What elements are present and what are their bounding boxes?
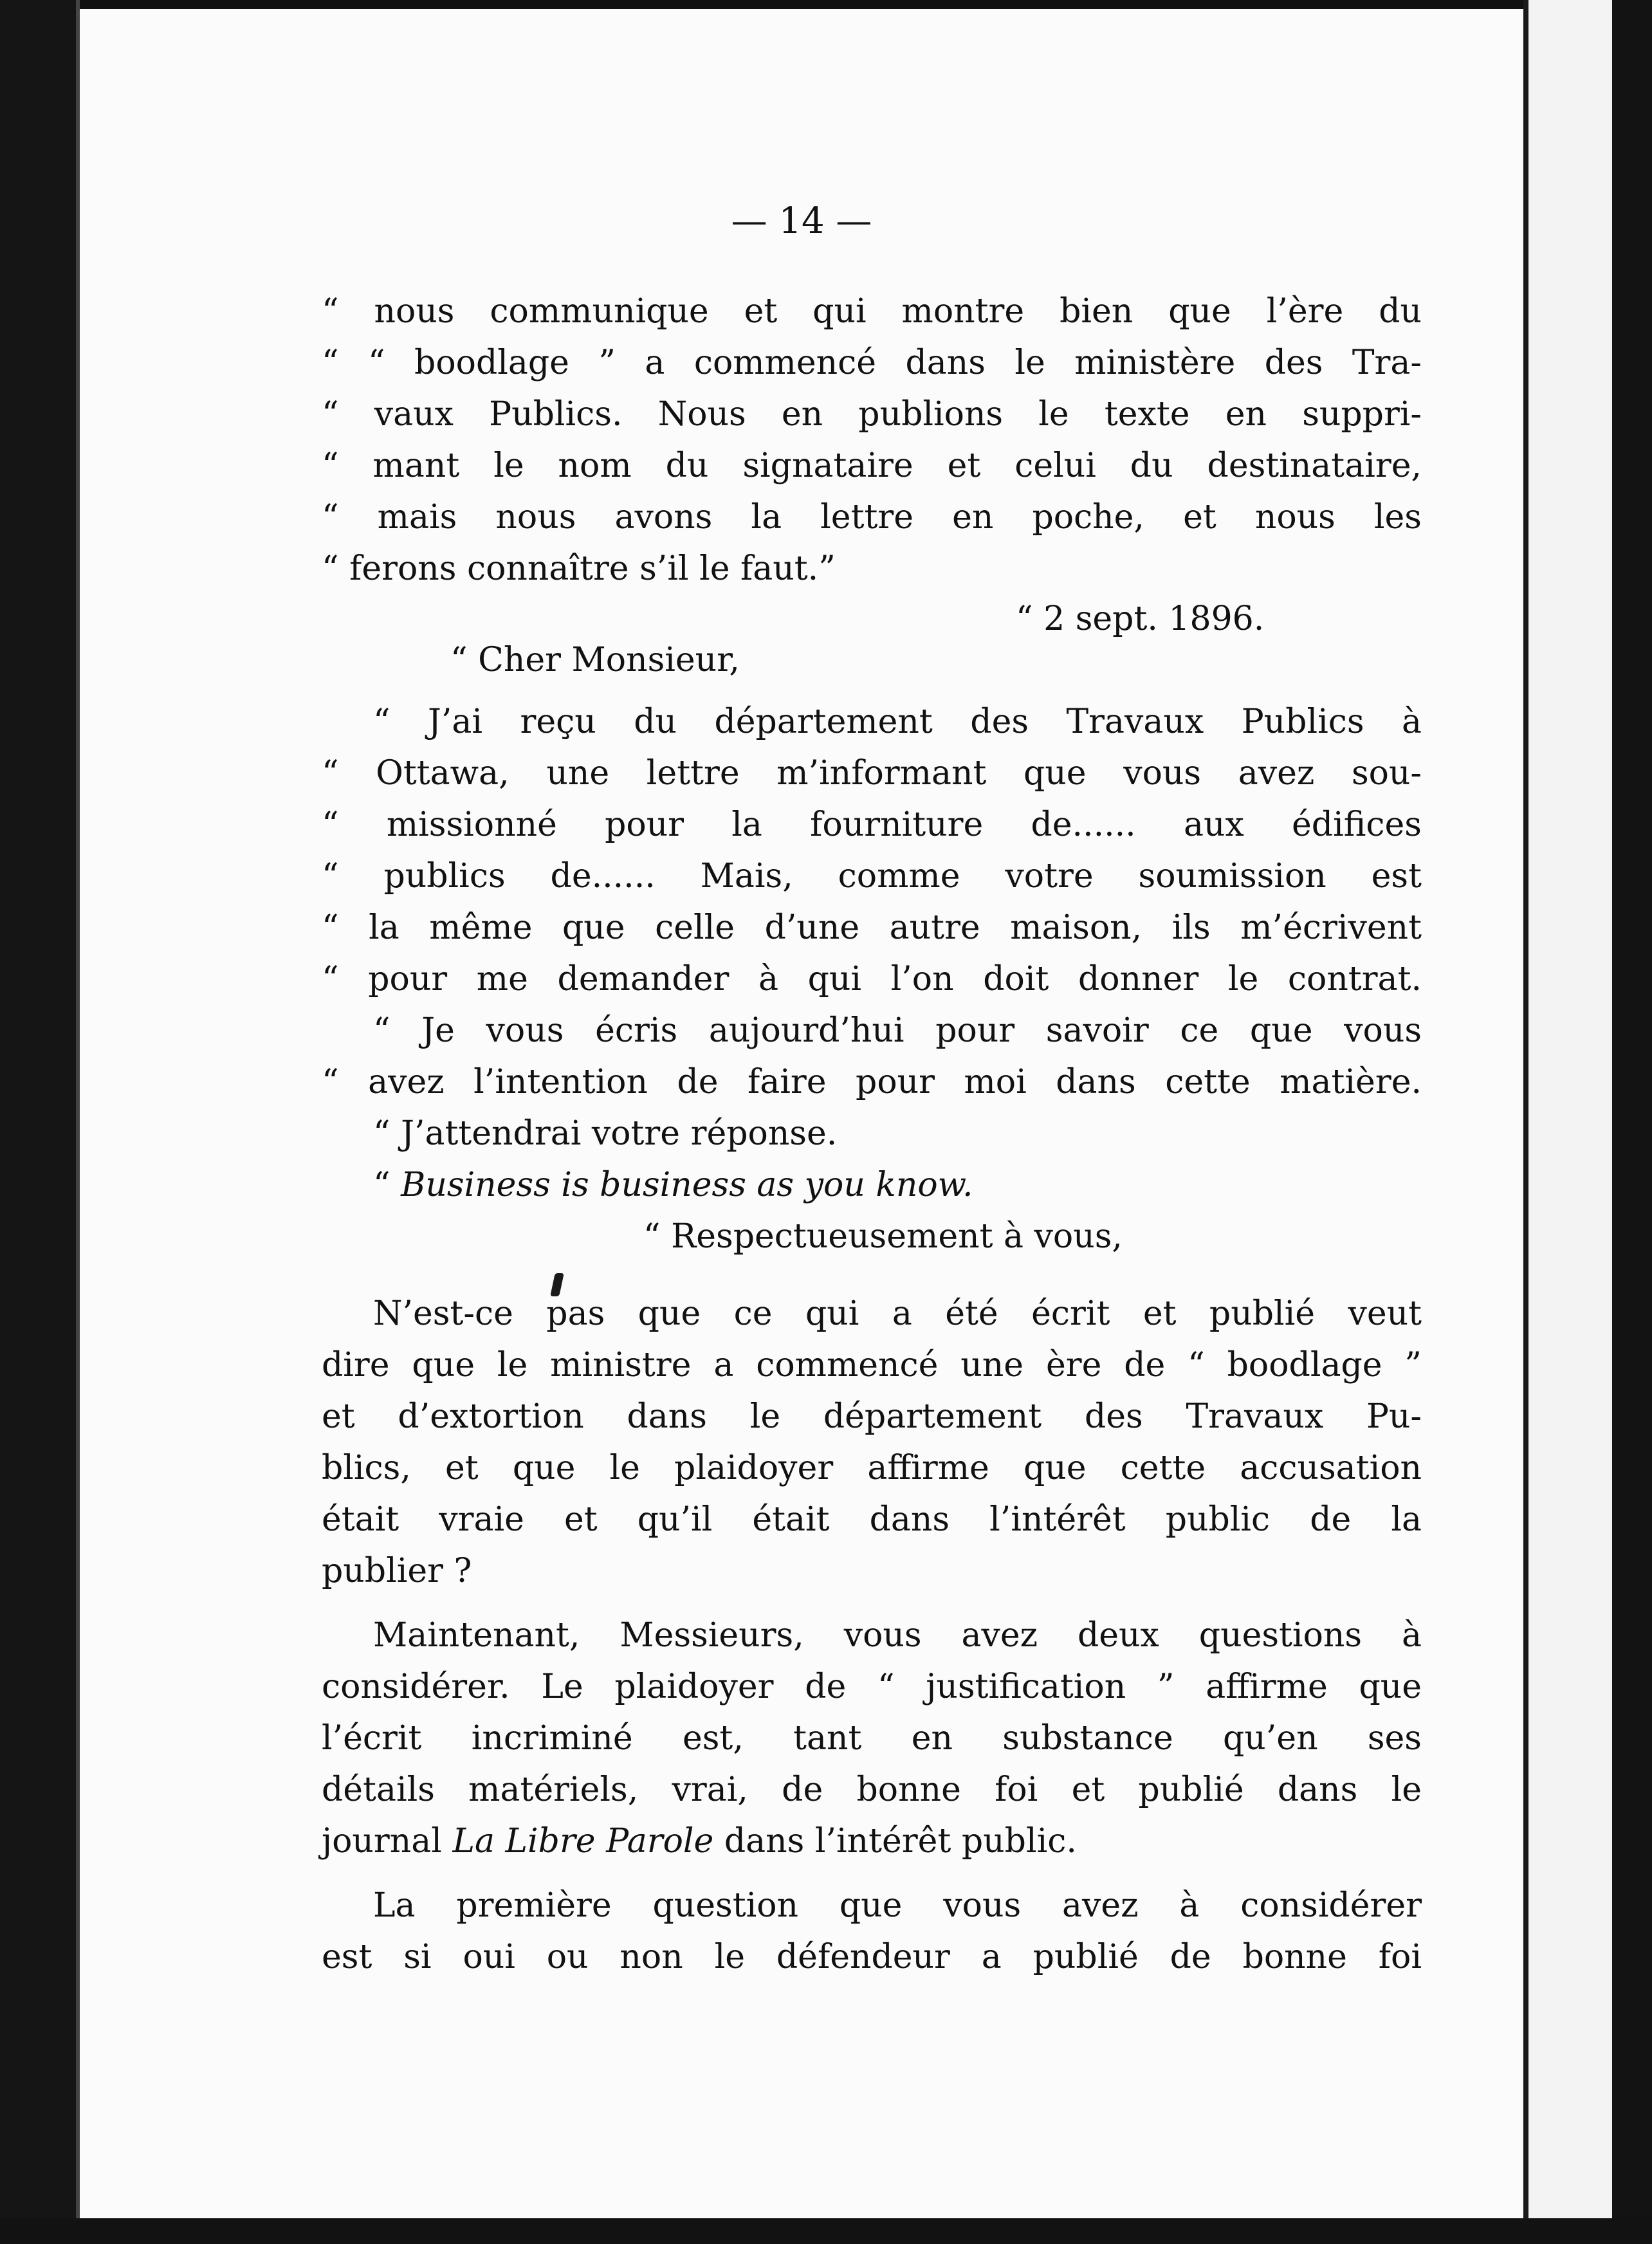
paragraph2-journal-word: journal bbox=[322, 1822, 442, 1861]
letter-line-1: “ J’ai reçu du département des Travaux Publics à bbox=[373, 703, 1422, 741]
paragraph1-line-1: N’est-ce pas que ce qui a été écrit et publié veut bbox=[373, 1294, 1422, 1333]
paragraph2-line-end: dans l’intérêt public. bbox=[724, 1822, 1077, 1861]
letter-closing: “ Respectueusement à vous, bbox=[643, 1217, 1123, 1256]
page-edge-strip bbox=[1528, 0, 1612, 2218]
quoted-line-1: “ nous communique et qui montre bien que l’ère du bbox=[322, 292, 1422, 331]
paragraph1-line-3: et d’extortion dans le département des Travaux Pu- bbox=[322, 1397, 1422, 1436]
paragraph2-line-5 bbox=[322, 1816, 1077, 1867]
business-italic-text: Business is business as you know. bbox=[401, 1166, 973, 1204]
page-edge-line bbox=[1523, 0, 1528, 2218]
paragraph3-line-2: est si oui ou non le défendeur a publié de bonne foi bbox=[322, 1938, 1422, 1976]
letter-line-2: “ Ottawa, une lettre m’informant que vous avez sou- bbox=[322, 754, 1422, 793]
scan-border-right bbox=[1612, 0, 1652, 2244]
letter-business-line bbox=[373, 1159, 973, 1211]
business-quote-mark: “ bbox=[373, 1166, 390, 1204]
quoted-line-2: “ “ boodlage ” a commencé dans le ministère des Tra- bbox=[322, 344, 1422, 382]
paragraph2-line-2: considérer. Le plaidoyer de “ justification ” affirme que bbox=[322, 1668, 1422, 1706]
scan-border-bottom bbox=[0, 2218, 1652, 2244]
paragraph2-line-1: Maintenant, Messieurs, vous avez deux questions à bbox=[373, 1616, 1422, 1655]
quoted-line-5: “ mais nous avons la lettre en poche, et nous les bbox=[322, 498, 1422, 537]
paragraph3-line-1: La première question que vous avez à considérer bbox=[373, 1886, 1422, 1925]
scan-border-left bbox=[0, 0, 76, 2244]
paragraph1-line-4: blics, et que le plaidoyer affirme que cette accusation bbox=[322, 1449, 1422, 1487]
letter-line-4: “ publics de...... Mais, comme votre soumission est bbox=[322, 857, 1422, 896]
letter-date: “ 2 sept. 1896. bbox=[1016, 600, 1265, 638]
letter-line-7: “ Je vous écris aujourd’hui pour savoir ce que vous bbox=[373, 1011, 1422, 1050]
paragraph1-line-6: publier ? bbox=[322, 1552, 472, 1590]
book-page bbox=[80, 9, 1523, 2218]
letter-salutation: “ Cher Monsieur, bbox=[450, 641, 740, 679]
paragraph1-line-5: était vraie et qu’il était dans l’intérêt public de la bbox=[322, 1500, 1422, 1539]
page-number: — 14 — bbox=[731, 200, 872, 242]
newspaper-title: La Libre Parole bbox=[452, 1822, 714, 1861]
paragraph2-line-4: détails matériels, vrai, de bonne foi et publié dans le bbox=[322, 1770, 1422, 1809]
quoted-line-3: “ vaux Publics. Nous en publions le texte en suppri- bbox=[322, 395, 1422, 434]
letter-line-8: “ avez l’intention de faire pour moi dans cette matière. bbox=[322, 1063, 1422, 1101]
quoted-line-4: “ mant le nom du signataire et celui du destinataire, bbox=[322, 446, 1422, 485]
scan-border-top bbox=[0, 0, 1652, 9]
letter-line-6: “ pour me demander à qui l’on doit donner le contrat. bbox=[322, 960, 1422, 998]
letter-line-5: “ la même que celle d’une autre maison, ils m’écrivent bbox=[322, 908, 1422, 947]
letter-line-9: “ J’attendrai votre réponse. bbox=[373, 1114, 838, 1153]
paragraph1-line-2: dire que le ministre a commencé une ère de “ boodlage ” bbox=[322, 1346, 1422, 1384]
paragraph2-line-3: l’écrit incriminé est, tant en substance qu’en ses bbox=[322, 1719, 1422, 1758]
letter-line-3: “ missionné pour la fourniture de...... aux édifices bbox=[322, 805, 1422, 844]
quoted-line-6: “ ferons connaître s’il le faut.” bbox=[322, 549, 836, 588]
